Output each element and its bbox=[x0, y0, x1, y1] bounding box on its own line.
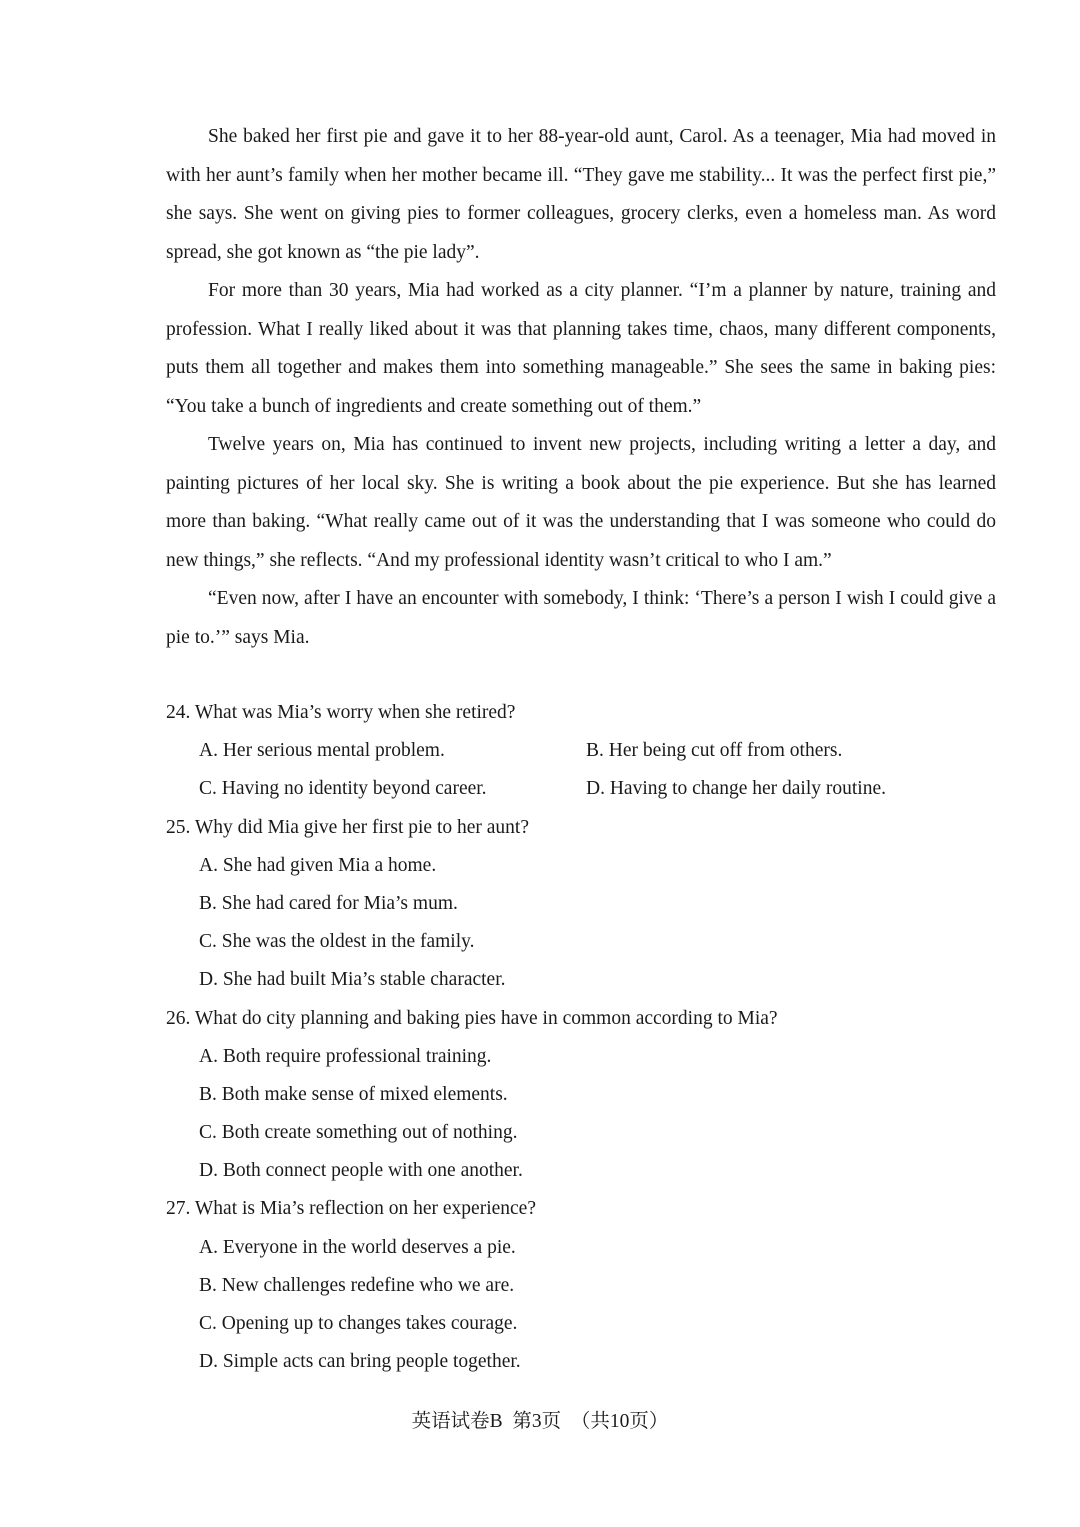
option-d: D. Both connect people with one another. bbox=[199, 1160, 523, 1182]
option-c: C. Opening up to changes takes courage. bbox=[199, 1313, 518, 1334]
option-a: A. She had given Mia a home. bbox=[199, 854, 437, 876]
option-a: A. Her serious mental problem. bbox=[199, 740, 445, 762]
option-a: A. Everyone in the world deserves a pie. bbox=[199, 1236, 516, 1258]
question-stem: 26. What do city planning and baking pies have in common according to Mia? bbox=[166, 1007, 778, 1029]
reading-passage bbox=[166, 118, 996, 657]
option-d: D. She had built Mia’s stable character. bbox=[199, 969, 506, 991]
option-c: C. She was the oldest in the family. bbox=[199, 931, 475, 953]
question-stem: 24. What was Mia’s worry when she retired? bbox=[166, 702, 516, 723]
option-a: A. Both require professional training. bbox=[199, 1045, 492, 1067]
question-stem: 25. Why did Mia give her first pie to her aunt? bbox=[166, 816, 530, 838]
option-b: B. She had cared for Mia’s mum. bbox=[199, 892, 458, 914]
option-row bbox=[166, 732, 996, 770]
passage-paragraph: She baked her first pie and gave it to her 88-year-old aunt, Carol. As a teenager, Mia had moved in with her aunt’s family when her mother became ill. “They gave me stability... It was the perfect first pie,” she says. She went on giving pies to former colleagues, grocery clerks, even a homeless man. As word spread, she got known as “the pie lady”. bbox=[166, 126, 996, 263]
option-b: B. Her being cut off from others. bbox=[586, 740, 843, 762]
option-d: D. Having to change her daily routine. bbox=[586, 778, 886, 800]
passage-paragraph: For more than 30 years, Mia had worked as a city planner. “I’m a planner by nature, training and profession. What I really liked about it was that planning takes time, chaos, many different components, puts them all together and makes them into something manageable.” She sees the same in baking pies: “You take a bunch of ingredients and create something out of them.” bbox=[166, 280, 996, 417]
question-stem: 27. What is Mia’s reflection on her experience? bbox=[166, 1198, 536, 1220]
option-b: B. New challenges redefine who we are. bbox=[199, 1274, 515, 1296]
page-footer: 英语试卷B 第3页 （共10页） bbox=[411, 1411, 669, 1432]
option-c: C. Having no identity beyond career. bbox=[199, 778, 487, 800]
question-list bbox=[166, 694, 996, 1381]
question-24 bbox=[166, 694, 996, 809]
option-d: D. Simple acts can bring people together. bbox=[199, 1351, 521, 1373]
passage-paragraph: “Even now, after I have an encounter with somebody, I think: ‘There’s a person I wish I could give a pie to.’” says Mia. bbox=[166, 588, 996, 648]
question-27 bbox=[166, 1190, 996, 1381]
option-row bbox=[166, 770, 996, 808]
option-c: C. Both create something out of nothing. bbox=[199, 1122, 518, 1144]
question-26 bbox=[166, 1000, 996, 1191]
option-b: B. Both make sense of mixed elements. bbox=[199, 1083, 508, 1105]
passage-paragraph: Twelve years on, Mia has continued to invent new projects, including writing a letter a day, and painting pictures of her local sky. She is writing a book about the pie experience. But she has learned more than baking. “What really came out of it was the understanding that I was someone who could do new things,” she reflects. “And my professional identity wasn’t critical to who I am.” bbox=[166, 434, 996, 571]
question-25 bbox=[166, 809, 996, 1000]
